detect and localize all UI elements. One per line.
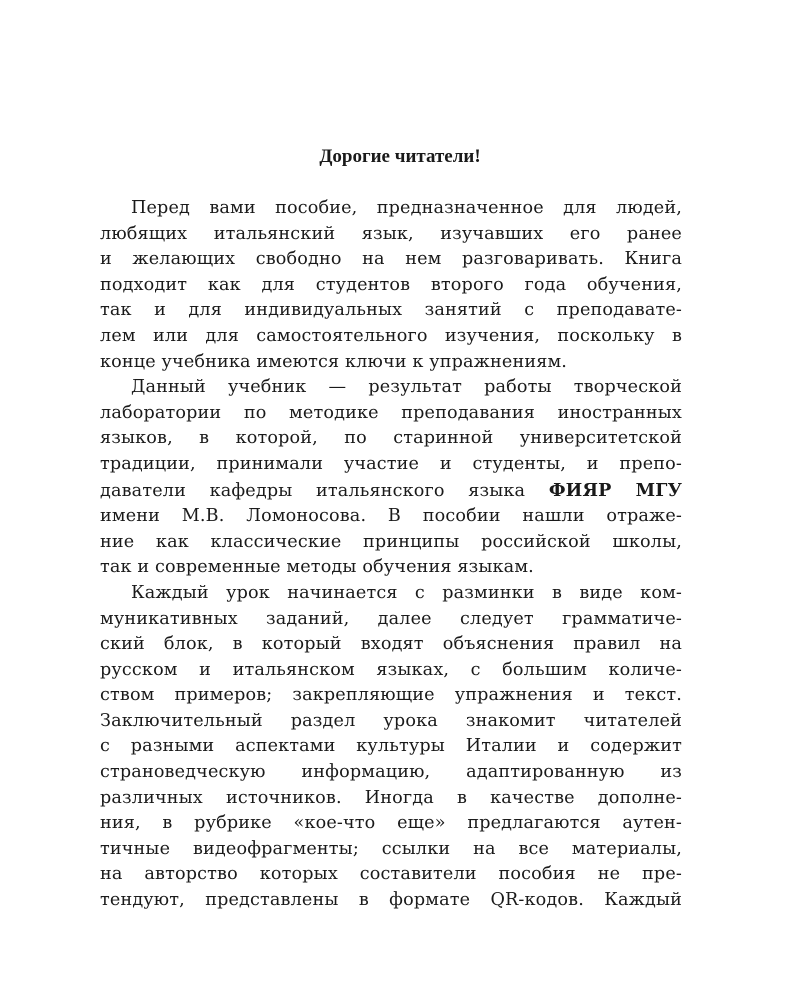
paragraph-1 <box>100 196 682 375</box>
text-line: Заключительный раздел урока знакомит читателей <box>100 710 682 731</box>
text-line: лаборатории по методике преподавания иностранных <box>100 402 682 423</box>
text-line: ния, в рубрике «кое-что еще» предлагаются аутен- <box>100 813 682 834</box>
text-line-with-bold <box>100 478 682 505</box>
text-line: Перед вами пособие, предназначенное для людей, <box>131 198 682 218</box>
text-line: муникативных заданий, далее следует грамматиче- <box>100 608 682 629</box>
text-line: лем или для самостоятельного изучения, поскольку в <box>100 325 682 346</box>
text-line: тендуют, представлены в формате QR-кодов. Каждый <box>100 890 682 911</box>
text-line: ние как классические принципы российской школы, <box>100 531 682 552</box>
faculty-abbreviation: ФИЯР МГУ <box>548 479 683 501</box>
text-line: конце учебника имеются ключи к упражнениям. <box>100 351 568 372</box>
text-line: тичные видеофрагменты; ссылки на все материалы, <box>100 838 682 859</box>
page-title: Дорогие читатели! <box>319 146 481 167</box>
text-line: традиции, принимали участие и студенты, и препо- <box>100 453 682 474</box>
text-line: так и современные методы обучения языкам. <box>100 557 534 578</box>
text-line: и желающих свободно на нем разговаривать. Книга <box>100 249 682 270</box>
text-line: так и для индивидуальных занятий с преподавате- <box>100 300 682 321</box>
text-line: русском и итальянском языках, с большим количе- <box>100 659 682 680</box>
text-line-start: даватели кафедры итальянского языка <box>100 480 549 501</box>
text-line: страноведческую информацию, адаптированную из <box>100 762 682 783</box>
text-line: любящих итальянский язык, изучавших его ранее <box>100 223 682 244</box>
text-line: ский блок, в который входят объяснения правил на <box>100 634 682 655</box>
text-line: Каждый урок начинается с разминки в виде ком- <box>131 582 682 603</box>
text-line: различных источников. Иногда в качестве дополне- <box>100 787 682 808</box>
text-line: языков, в которой, по старинной университетской <box>100 428 682 449</box>
text-line: Данный учебник — результат работы творческой <box>131 377 682 398</box>
text-line: имени М.В. Ломоносова. В пособии нашли отраже- <box>100 506 682 527</box>
paragraph-2 <box>100 375 682 581</box>
body-text <box>100 196 682 914</box>
paragraph-3 <box>100 581 682 914</box>
text-line: с разными аспектами культуры Италии и содержит <box>100 736 682 757</box>
text-line: на авторство которых составители пособия не пре- <box>100 864 682 885</box>
text-line: подходит как для студентов второго года обучения, <box>100 274 682 295</box>
text-line: ством примеров; закрепляющие упражнения и текст. <box>100 685 682 706</box>
